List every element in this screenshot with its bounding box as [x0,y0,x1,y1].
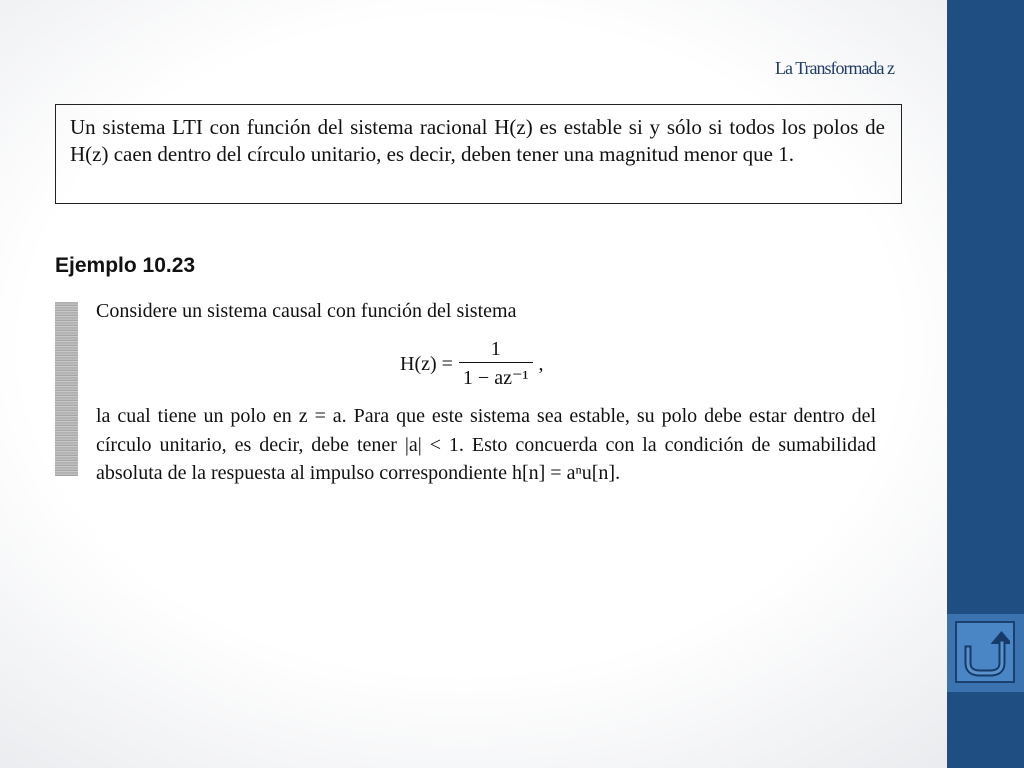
theorem-text: Un sistema LTI con función del sistema racional H(z) es estable si y sólo si todos los polos de H(z) caen dentro del círculo unitario, es decir, deben tener una magnitud menor que 1. [70,115,885,166]
formula-denominator: 1 − az⁻¹ [459,362,533,390]
return-arrow-icon [960,627,1010,677]
return-button[interactable] [955,621,1015,683]
formula-numerator: 1 [490,338,501,360]
formula-trailing: , [538,352,544,375]
formula-lhs: H(z) = [400,352,453,375]
example-body: la cual tiene un polo en z = a. Para que este sistema sea estable, su polo debe estar dentro del círculo unitario, es decir, debe tener |a| < 1. Esto concuerda con la condición de sumabilidad absoluta de la respuesta al impulso correspondiente h[n] = aⁿu[n]. [96,405,876,484]
slide-title: La Transformada z [775,58,894,78]
example-intro: Considere un sistema causal con función del sistema [96,300,517,322]
example-title: Ejemplo 10.23 [55,254,196,277]
margin-marker [55,302,78,476]
theorem-box [55,104,902,204]
formula-fraction [459,338,533,390]
transfer-function-formula [400,338,544,390]
